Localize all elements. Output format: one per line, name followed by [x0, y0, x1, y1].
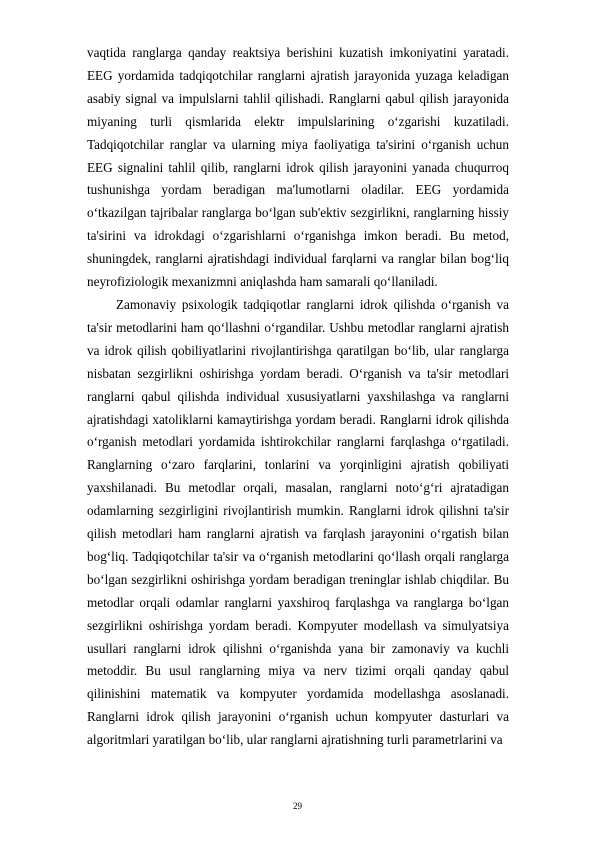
page-number: 29	[293, 801, 302, 811]
body-text	[87, 42, 509, 752]
paragraph-2: Zamonaviy psixologik tadqiqotlar ranglarni idrok qilishda o‘rganish va ta'sir metodlarini ham qo‘llashni o‘rgandilar. Ushbu metodlar ranglarni ajratish va idrok qilish qobiliyatlarini rivojlantirishga qaratilgan bo‘lib, ular ranglarga nisbatan sezgirlikni oshirishga yordam beradi. O‘rganish va ta'sir metodlari ranglarni qabul qilishda individual xususiyatlarni yaxshilashga va ranglarni ajratishdagi xatoliklarni kamaytirishga yordam beradi. Ranglarni idrok qilishda o‘rganish metodlari yordamida ishtirokchilar ranglarni farqlashga o‘rgatiladi. Ranglarning o‘zaro farqlarini, tonlarini va yorqinligini ajratish qobiliyati yaxshilanadi. Bu metodlar orqali, masalan, ranglarni noto‘g‘ri ajratadigan odamlarning sezgirligini rivojlantirish mumkin. Ranglarni idrok qilishni ta'sir qilish metodlari ham ranglarni ajratish va farqlash jarayonini o‘rgatish bilan bog‘liq. Tadqiqotchilar ta'sir va o‘rganish metodlarini qo‘llash orqali ranglarga bo‘lgan sezgirlikni oshirishga yordam beradigan treninglar ishlab chiqdilar. Bu metodlar orqali odamlar ranglarni yaxshiroq farqlashga va ranglarga bo‘lgan sezgirlikni oshirishga yordam beradi. Kompyuter modellash va simulyatsiya usullari ranglarni idrok qilishni o‘rganishda yana bir zamonaviy va kuchli metoddir. Bu usul ranglarning miya va nerv tizimi orqali qanday qabul qilinishini matematik va kompyuter yordamida modellashga asoslanadi. Ranglarni idrok qilish jarayonini o‘rganish uchun kompyuter dasturlari va algoritmlari yaratilgan bo‘lib, ular ranglarni ajratishning turli parametrlarini va	[87, 296, 509, 748]
paragraph-1: vaqtida ranglarga qanday reaktsiya berishini kuzatish imkoniyatini yaratadi. EEG yordamida tadqiqotchilar ranglarni ajratish jarayonida yuzaga keladigan asabiy signal va impulslarni tahlil qilishadi. Ranglarni qabul qilish jarayonida miyaning turli qismlarida elektr impulslarining o‘zgarishi kuzatiladi. Tadqiqotchilar ranglar va ularning miya faoliyatiga ta'sirini o‘rganish uchun EEG signalini tahlil qilib, ranglarni idrok qilish jarayonini yanada chuqurroq tushunishga yordam beradigan ma'lumotlarni oladilar. EEG yordamida o‘tkazilgan tajribalar ranglarga bo‘lgan sub'ektiv sezgirlikni, ranglarning hissiy ta'sirini va idrokdagi o‘zgarishlarni o‘rganishga imkon beradi. Bu metod, shuningdek, ranglarni ajratishdagi individual farqlarni va ranglar bilan bog‘liq neyrofiziologik mexanizmni aniqlashda ham samarali qo‘llaniladi.	[87, 45, 509, 290]
